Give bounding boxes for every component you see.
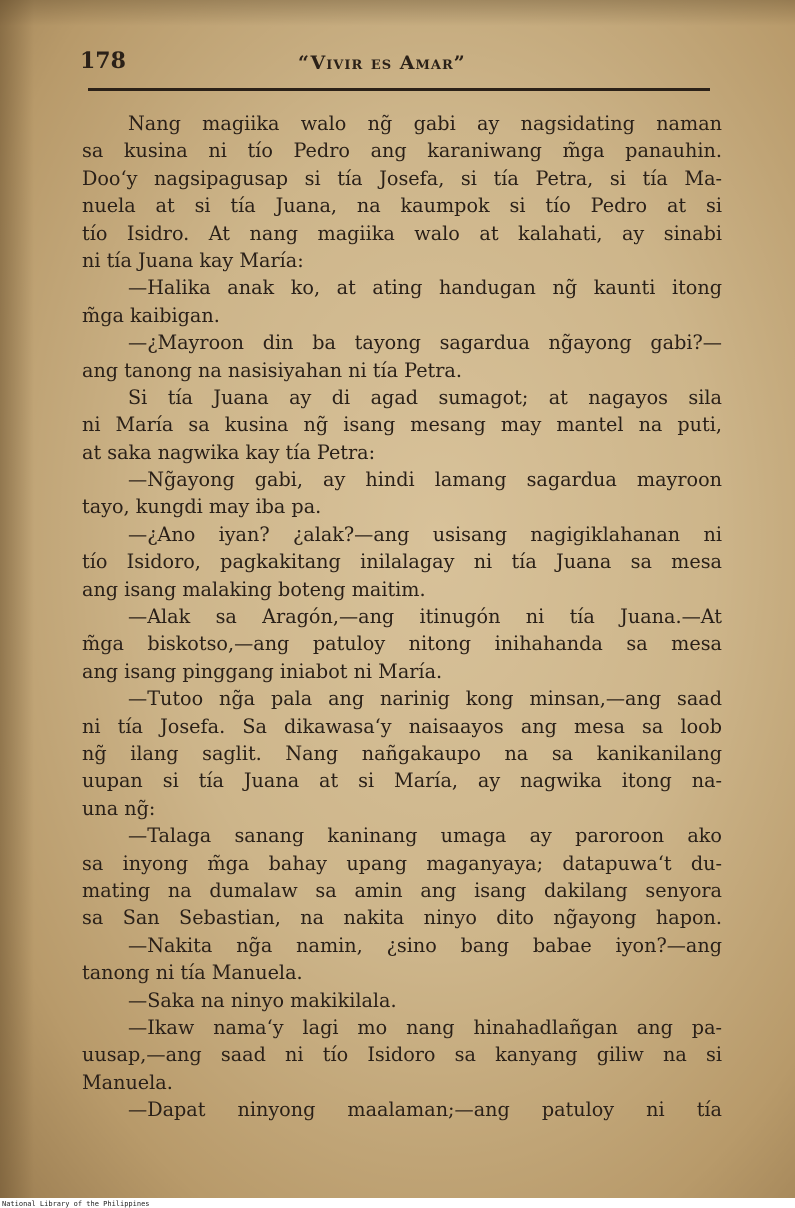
text-line: una ng̃: xyxy=(82,796,156,820)
text-line: —Talaga sanang kaninang umaga ay paroroon ako xyxy=(128,824,722,848)
text-line: m̃ga biskotso,—ang patuloy nitong inihahanda sa mesa xyxy=(82,632,722,656)
text-line: —Alak sa Aragón,—ang itinugón ni tía Juana.—At xyxy=(128,605,722,629)
text-line: Nang magiika walo ng̃ gabi ay nagsidating naman xyxy=(128,112,722,135)
text-line: ang tanong na nasisiyahan ni tía Petra. xyxy=(82,358,462,382)
text-line: —Halika anak ko, at ating handugan ng̃ kaunti itong xyxy=(128,276,722,300)
running-title: “Vivir es Amar” xyxy=(298,52,466,74)
text-line: m̃ga kaibigan. xyxy=(82,303,220,327)
text-line: sa San Sebastian, na nakita ninyo dito ng̃ayong hapon. xyxy=(82,906,722,930)
text-line: —Ikaw nama‘y lagi mo nang hinahadlañgan ang pa- xyxy=(128,1015,722,1039)
text-line: —Saka na ninyo makikilala. xyxy=(128,988,397,1012)
text-line: —¿Mayroon din ba tayong sagardua ng̃ayong gabi?— xyxy=(128,331,722,355)
text-line: uupan si tía Juana at si María, ay nagwika itong na- xyxy=(82,769,722,793)
text-line: ang isang malaking boteng maitim. xyxy=(82,577,426,601)
text-line: tayo, kungdi may iba pa. xyxy=(82,495,322,519)
text-line: ng̃ ilang saglit. Nang nañgakaupo na sa kanikanilang xyxy=(82,741,722,765)
text-line: ni María sa kusina ng̃ isang mesang may mantel na puti, xyxy=(82,413,722,437)
text-line: —Tutoo ng̃a pala ang narinig kong minsan,—ang saad xyxy=(128,687,722,711)
text-line: —¿Ano iyan? ¿alak?—ang usisang nagigiklahanan ni xyxy=(128,522,722,546)
text-line: tanong ni tía Manuela. xyxy=(82,961,303,985)
text-line: —Ng̃ayong gabi, ay hindi lamang sagardua mayroon xyxy=(128,468,722,492)
text-line: ni tía Juana kay María: xyxy=(82,248,304,272)
body-text xyxy=(82,110,722,1123)
text-line: at saka nagwika kay tía Petra: xyxy=(82,440,376,464)
text-line: sa inyong m̃ga bahay upang maganyaya; datapuwa‘t du- xyxy=(82,851,722,875)
text-line: tío Isidoro, pagkakitang inilalagay ni tía Juana sa mesa xyxy=(82,550,722,574)
text-line: tío Isidro. At nang magiika walo at kalahati, ay sinabi xyxy=(82,221,722,245)
header-rule xyxy=(88,88,710,91)
text-line: mating na dumalaw sa amin ang isang dakilang senyora xyxy=(82,878,722,902)
text-line: sa kusina ni tío Pedro ang karaniwang m̃ga panauhin. xyxy=(82,139,722,163)
text-line: Manuela. xyxy=(82,1070,173,1094)
text-line: ni tía Josefa. Sa dikawasa‘y naisaayos ang mesa sa loob xyxy=(82,714,722,738)
text-line: —Dapat ninyong maalaman;—ang patuloy ni tía xyxy=(128,1098,722,1122)
library-credit: National Library of the Philippines xyxy=(2,1200,150,1208)
page-number: 178 xyxy=(80,48,126,74)
text-line: Si tía Juana ay di agad sumagot; at nagayos sila xyxy=(128,385,722,409)
text-line: ang isang pinggang iniabot ni María. xyxy=(82,659,443,683)
page-header xyxy=(80,48,720,82)
text-line: Doo‘y nagsipagusap si tía Josefa, si tía Petra, si tía Ma- xyxy=(82,166,722,190)
text-line: nuela at si tía Juana, na kaumpok si tío Pedro at si xyxy=(82,194,722,218)
text-line: —Nakita ng̃a namin, ¿sino bang babae iyon?—ang xyxy=(128,933,722,957)
text-line: uusap,—ang saad ni tío Isidoro sa kanyang giliw na si xyxy=(82,1043,722,1067)
